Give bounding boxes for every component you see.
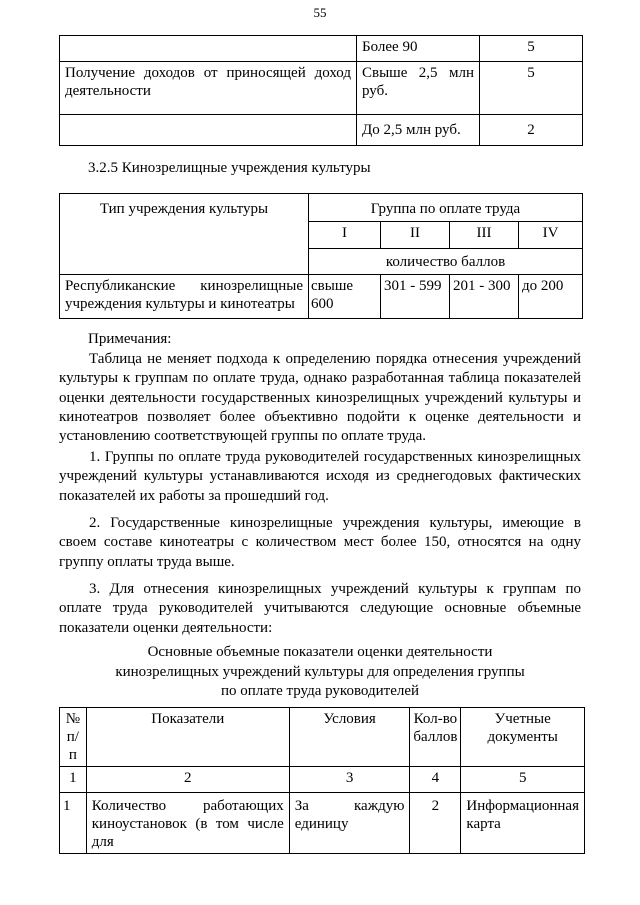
section-heading: 3.2.5 Кинозрелищные учреждения культуры bbox=[88, 160, 371, 176]
note-paragraph: Таблица не меняет подхода к определению порядка отнесения учреждений культуры к группам по оплате труда, однако разработанная таблица показателей оценки деятельности государственных кинозрелищных учреждений культуры и кинотеатров позволяет более объективно подойти к оценке деятельности и установлению соответствующей группы по оплате труда. bbox=[59, 351, 581, 445]
group-label: III bbox=[450, 222, 519, 249]
cinema-groups-table bbox=[59, 193, 583, 319]
table-cell: 5 bbox=[480, 62, 583, 115]
table-title-line: Основные объемные показатели оценки деятельности bbox=[147, 644, 493, 660]
table-cell: Количество работающих киноустановок (в том числе для bbox=[86, 793, 289, 854]
group-header: Группа по оплате труда bbox=[309, 194, 583, 222]
table-title bbox=[59, 643, 581, 702]
notes-title: Примечания: bbox=[88, 331, 172, 347]
table-row bbox=[60, 115, 583, 146]
table-cell: До 2,5 млн руб. bbox=[357, 115, 480, 146]
table-row bbox=[60, 793, 585, 854]
table-cell: 5 bbox=[480, 36, 583, 62]
note-paragraph: 3. Для отнесения кинозрелищных учреждений культуры к группам по оплате труда руководителей учитываются следующие основные объемные показатели оценки деятельности: bbox=[59, 581, 581, 636]
table-title-line: кинозрелищных учреждений культуры для определения группы bbox=[115, 663, 525, 680]
table-cell bbox=[60, 115, 357, 146]
number-cell: 1 bbox=[60, 767, 87, 793]
table-cell: За каждую единицу bbox=[289, 793, 410, 854]
table-cell: Информационная карта bbox=[461, 793, 585, 854]
table-title-line: по оплате труда руководителей bbox=[220, 683, 420, 699]
group-label: II bbox=[381, 222, 450, 249]
number-cell: 3 bbox=[289, 767, 410, 793]
table-cell bbox=[60, 36, 357, 62]
row-label: Республиканские кинозрелищные учреждения культуры и кинотеатры bbox=[60, 275, 309, 319]
header-cell: Кол-во баллов bbox=[410, 708, 461, 767]
header-cell: Показатели bbox=[86, 708, 289, 767]
value-cell: свыше 600 bbox=[309, 275, 381, 319]
table-cell: Получение доходов от приносящей доход деятельности bbox=[60, 62, 357, 115]
number-cell: 2 bbox=[86, 767, 289, 793]
header-cell: Условия bbox=[289, 708, 410, 767]
value-cell: до 200 bbox=[519, 275, 583, 319]
income-table bbox=[59, 35, 583, 146]
indicators-table bbox=[59, 707, 585, 854]
group-label: I bbox=[309, 222, 381, 249]
number-cell: 4 bbox=[410, 767, 461, 793]
table-cell: Свыше 2,5 млн руб. bbox=[357, 62, 480, 115]
type-header: Тип учреждения культуры bbox=[60, 194, 309, 275]
number-cell: 5 bbox=[461, 767, 585, 793]
note-paragraph: 2. Государственные кинозрелищные учреждения культуры, имеющие в своем составе кинотеатры с количеством мест более 150, относятся на одну группу оплаты труда выше. bbox=[59, 515, 581, 570]
table-row bbox=[60, 194, 583, 222]
points-label: количество баллов bbox=[309, 249, 583, 275]
group-label: IV bbox=[519, 222, 583, 249]
table-cell: 2 bbox=[480, 115, 583, 146]
table-row bbox=[60, 767, 585, 793]
table-row bbox=[60, 36, 583, 62]
table-cell: 2 bbox=[410, 793, 461, 854]
table-row bbox=[60, 275, 583, 319]
page-number: 55 bbox=[313, 5, 327, 20]
note-paragraph: 1. Группы по оплате труда руководителей государственных кинозрелищных учреждений культуры устанавливаются исходя из среднегодовых фактических показателей их работы за прошедший год. bbox=[59, 449, 581, 504]
value-cell: 301 - 599 bbox=[381, 275, 450, 319]
table-row bbox=[60, 708, 585, 767]
header-cell: № п/п bbox=[60, 708, 87, 767]
value-cell: 201 - 300 bbox=[450, 275, 519, 319]
header-cell: Учетные документы bbox=[461, 708, 585, 767]
table-cell: Более 90 bbox=[357, 36, 480, 62]
table-cell: 1 bbox=[60, 793, 87, 854]
table-row bbox=[60, 62, 583, 115]
